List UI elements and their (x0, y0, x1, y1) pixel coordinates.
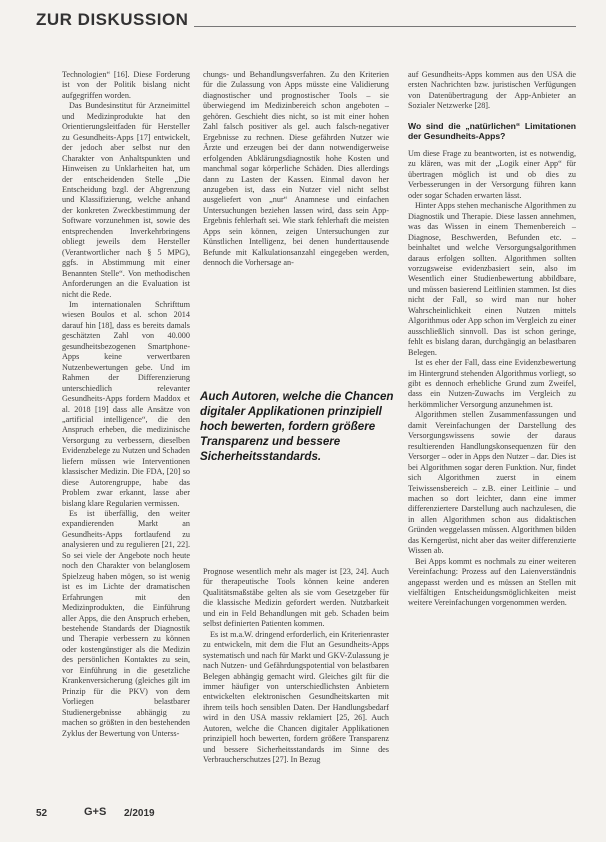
journal-name: G+S (84, 806, 107, 818)
col1-paragraph: Im internationalen Schrifttum wiesen Boulos et al. schon 2014 darauf hin [18], dass es bereits damals geschätzten Zahl von 40.000 gesundheitsbezogenen Smartphone-Apps keine verwertbaren Nutzenbewertungen gebe. Und im Rahmen der Differenzierung unterschiedlich relevanter Gesundheits-Apps fordern Maddox et al. 2018 [19] dass alle Ansätze von „artificial intelligence“, die den Anspruch erheben, die medizinische Versorgung zu verbessern, dieselben Evidenzbelege zu Nutzen und Schaden liefern müssen wie Interventionen klassischer Medizin. Die FDA, [20] so diese Autorengruppe, habe das Problem zwar erkannt, lasse aber bislang klare Regularien vermissen. (62, 299, 190, 508)
page-footer (36, 806, 576, 822)
col3-paragraph: Algorithmen stellen Zusammenfassungen und damit Vereinfachungen der Darstellung des Versorgungswissens sowie der daraus resultierenden Handlungskonsequenzen für den Versorger – oder in Apps den Nutzer – dar. Dies ist bei Algorithmen sogar deren Funktion. Nur, findet sich Algorithmen zuerst in einem Teiwissensbereich – z.B. einer Leitlinie – und machen so dort leichter, dann eine immer differenziertere Darstellung auch nachzulesen, die in allen Algorithmen schon aus didaktischen Gründen weggelassen müssen. Algorithmen bilden das Kerngerüst, nicht aber das weiter differenzierte Wissen ab. (408, 410, 576, 556)
col2-paragraph: Es ist m.a.W. dringend erforderlich, ein Kriterienraster zu entwickeln, mit dem die Flut an Gesundheits-Apps systematisch und nach für Markt und GKV-Zulassung je nach Nutzen- und Gefährdungspotential von belastbaren Belegen abhängig gemacht wird. Gleiches gilt für die immer häufiger von unterschiedlichsten Anbietern entwickelten elektronischen Gesundheitskarten mit ihrem teils hoch sensiblen Daten. Der Handlungsbedarf wird in den USA massiv reklamiert [25, 26]. Auch Autoren, welche die Chancen digitaler Applikationen prinzipiell hoch bewerten, fordern größere Transparenz und bessere Sicherheitsstandards im Sinne des Verbraucherschutzes [27]. In Bezug (203, 629, 389, 765)
col3-intro-paragraph: auf Gesundheits-Apps kommen aus den USA die ersten Nachrichten bzw. juristischen Verfügungen von Datenübertragung der App-Anbieter an Sozialer Netzwerke [28]. (408, 70, 576, 111)
column-1 (62, 70, 190, 805)
col3-paragraph: Bei Apps kommt es nochmals zu einer weiteren Vereinfachung: Prozess auf den Laienverständnis angepasst werden und es müssen an Stellen mit vielfältigen Entscheidungsmöglichkeiten meist weitere Vereinfachungen vorgenommen werden. (408, 556, 576, 608)
col1-paragraph: Es ist überfällig, den weiter expandierenden Markt an Gesundheits-Apps fortlaufend zu analysieren und zu regulieren [21, 22]. So sei viele der Angebote noch heute noch den Charakter von belanglosem Spielzeug haben mögen, so ist wenig ist es im Lichte der dramatischen Erfahrungen mit den Medizinprodukten, die Einführung aller Apps, die den Anspruch erheben, bestehende Standards der Diagnostik und Therapie verbessern zu können oder kostengünstiger als die Medizin des persönlichen Kontaktes zu sein, vor Einführung in die gesetzliche Krankenversicherung (gleiches gilt im Prinzip für die PKV) von dem Vorliegen belastbarer Studienergebnisse abhängig zu machen so größten in den bestehenden Zyklus der Bewertung von Unterss- (62, 509, 190, 738)
col3-paragraph: Ist es eher der Fall, dass eine Evidenzbewertung im Hintergrund stehenden Algorithmus vorliegt, so gibt es dennoch erhebliche Grund zum Zweifel, dass ein Nutzen-Zuwachs im Vergleich zu herkömmlicher Versorgung anzunehmen ist. (408, 358, 576, 409)
issue-number: 2/2019 (124, 808, 155, 819)
header-rule (194, 26, 576, 27)
page-header (36, 10, 576, 32)
column-3 (408, 70, 576, 805)
page-number: 52 (36, 808, 48, 819)
col2-top-block (203, 70, 389, 336)
col1-paragraph: Das Bundesinstitut für Arzneimittel und Medizinprodukte hat den Orientierungsleitfaden für Hersteller zu Gesundheits-Apps [17] entwickelt, der jedoch aber selbst nur den Charakter von Anhaltspunkten und Hinweisen zu Unklarheiten hat, um der entscheidenden Stelle „Die Entscheidung bzgl. der Abgrenzung und Klassifizierung, welche anhand der konkreten Zweckbestimmung der Software vorzunehmen ist, sowie des entsprechenden Inverkehrbringens obliegt jeweils dem Hersteller (Verantwortlicher nach § 5 MPG), ggfs. in Abstimmung mit einer Benannten Stelle“. Von methodischen Anforderungen an die Evaluation ist nicht die Rede. (62, 101, 190, 299)
col2-paragraph: Prognose wesentlich mehr als mager ist [23, 24]. Auch für therapeutische Tools können keine anderen Qualitätsmaßstäbe gelten als sie vom Gesetzgeber für die klassische Medizin gefordert werden. Nutzbarkeit und ein in Feld Behandlungen mit geb. Schaden beim selbst definierten Patienten kommen. (203, 567, 389, 629)
col2-paragraph: chungs- und Behandlungsverfahren. Zu den Kriterien für die Zulassung von Apps müsste eine Validierung diagnostischer und prognostischer Tools – sie überwiegend im Medizinbereich schon angeboten – gehören. Geschieht dies nicht, so ist mit einer hohen Zahl falsch positiver als gel. auch falsch-negativer Ergebnisse zu rechnen. Diese gefährden Nutzer wie Ärzte und erzeugen bei der dann notwendigerweise erfolgenden Abklärungsdiagnostik hohe Kosten und manchmal sogar körperliche Schäden. Dies allerdings dann zu Lasten der Kassen. Einmal davon her anzugeben ist, dass ein Nutzer viel nicht selbst ausgeliefert von „nur“ Anamnese und einfachen Untersuchungen beziehen lassen wird, dass sein App-Ergebnis fehlerhaft sei. Wie stark fehlerhaft die meisten Apps sein können, zeigen Untersuchungen zur Künstlichen Intelligenz, bei denen hunderttausende Befunde mit Kalkulationsanzahl eingegeben werden, dennoch die Vorhersage an- (203, 70, 389, 268)
section-subheading: Wo sind die „natürlichen“ Limitationen der Gesundheits-Apps? (408, 120, 576, 142)
col3-paragraph: Um diese Frage zu beantworten, ist es notwendig, zu klären, was mit der „Logik einer App“ für übertragen möglich ist und ob dies zu Verbesserungen in der Versorgung führen kann oder sogar Schaden erwarten lässt. (408, 149, 576, 200)
pull-quote: Auch Autoren, welche die Chancen digitaler Applikationen prinzipiell hoch bewerten, fordern größere Transparenz und bessere Sicherheitsstandards. (196, 385, 404, 470)
col2-bottom-block (203, 567, 389, 807)
section-title: ZUR DISKUSSION (36, 10, 189, 29)
col1-paragraph: Technologien“ [16]. Diese Forderung ist von der Politik bislang nicht aufgegriffen worden. (62, 70, 190, 100)
col3-paragraph: Hinter Apps stehen mechanische Algorithmen zu Diagnostik und Therapie. Diese lassen annehmen, was das Wissen in einem Themenbereich – Diagnose, Beschwerden, Befunden etc. – beinhaltet und welche Versorgungsalgorithmen daraus erfolgen sollten. Algorithmen sollten vorzugsweise evidenzbasiert sein, also im Wesentlich einer Studienbewertung abbildbare, und müssen basierend Leitlinien stammen. Ist dies nicht der Fall, so wird man nur hoher Wahrscheinlichkeit einen Nutzen mittels Algorithmus oder App schon im Vergleich zu einer ausschließlich sinnvoll. Das ist schon geringe, fehlt es bislang daran, durchgängig an belastbaren Belegen. (408, 201, 576, 357)
